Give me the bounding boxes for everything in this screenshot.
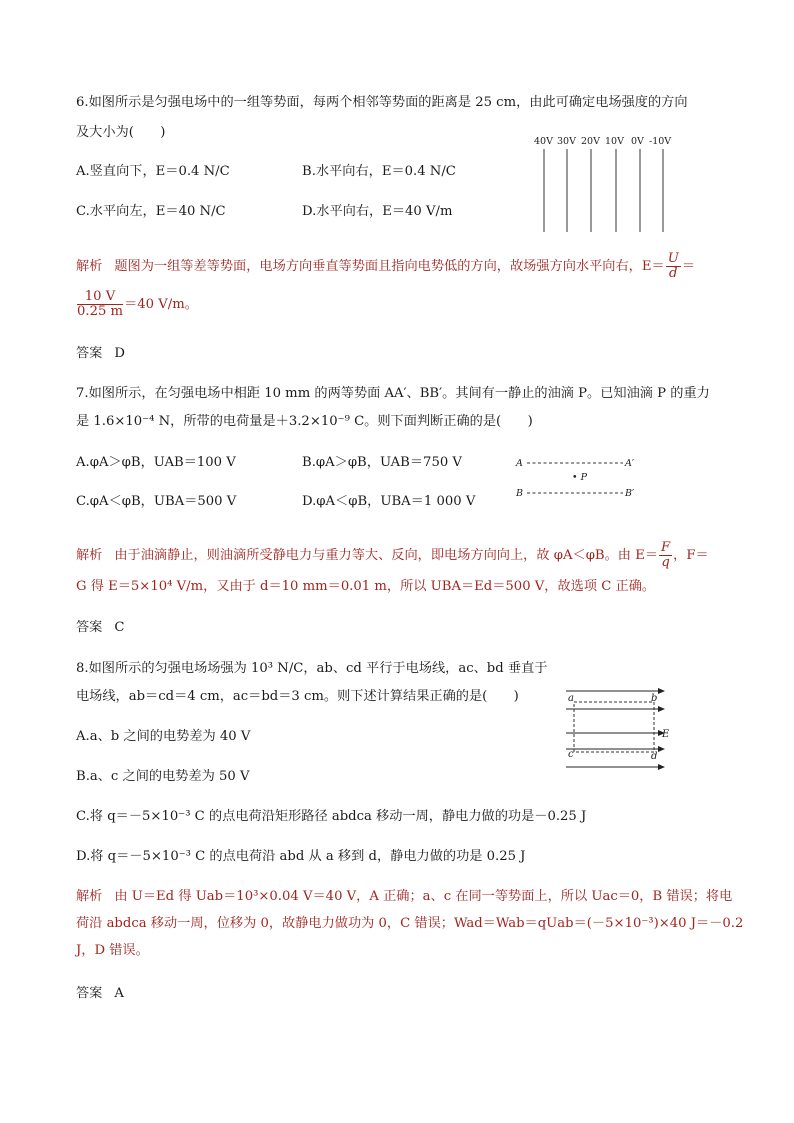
q6-stem-line2: 及大小为( ) (76, 125, 166, 140)
q8-option-b: B.a、c 之间的电势差为 50 V (76, 769, 250, 784)
q6-analysis-label: 解析 (76, 259, 103, 274)
q8-label-a: a (568, 693, 574, 704)
q7-option-b: B.φA＞φB，UAB＝750 V (302, 455, 462, 470)
q6-answer (76, 345, 125, 363)
q7-answer (76, 619, 124, 637)
q6-label-0v: 0V (631, 136, 644, 147)
q6-frac1-tail: ＝ (681, 259, 695, 274)
q6-option-c: C.水平向左，E＝40 N/C (76, 204, 226, 219)
q8-option-a: A.a、b 之间的电势差为 40 V (76, 729, 251, 744)
q6-analysis-text2: ＝40 V/m。 (124, 297, 198, 312)
q6-analysis-line2 (76, 290, 198, 319)
q8-analysis-line1 (76, 888, 732, 906)
q7-stem-line1: 7.如图所示，在匀强电场中相距 10 mm 的两等势面 AA′、BB′。其间有一静止的油滴 P。已知油滴 P 的重力 (76, 386, 710, 401)
q6-option-a: A.竖直向下，E＝0.4 N/C (76, 164, 230, 179)
q6-frac2-num: 10 V (77, 290, 123, 305)
q7-label-p: • P (572, 472, 588, 483)
q7-analysis-text1: 由于油滴静止，则油滴所受静电力与重力等大、反向，即电场方向向上，故 φA＜φB。由 E＝ (114, 548, 659, 563)
q7-analysis-text1b: ，F＝ (673, 548, 709, 563)
q6-frac1-den: d (669, 266, 678, 281)
q8-answer-label: 答案 (76, 986, 103, 1001)
q6-frac2-den: 0.25 m (77, 304, 124, 319)
q7-option-c: C.φA＜φB，UBA＝500 V (76, 494, 237, 509)
q6-label-40v: 40V (534, 136, 553, 147)
q7-answer-label: 答案 (76, 620, 103, 635)
q8-label-d: d (651, 751, 658, 762)
q7-analysis-label: 解析 (76, 548, 103, 563)
q7-frac-num: F (661, 540, 671, 555)
q6-analysis-text1: 题图为一组等差等势面，电场方向垂直等势面且指向电势低的方向，故场强方向水平向右，E＝ (114, 259, 665, 274)
q6-label-30v: 30V (557, 136, 576, 147)
q7-label-a-prime: A′ (625, 458, 635, 469)
q6-option-b: B.水平向右，E＝0.4 N/C (302, 164, 456, 179)
q8-option-d: D.将 q＝－5×10⁻³ C 的点电荷沿 abd 从 a 移到 d，静电力做的功是 0.25 J (76, 849, 526, 864)
q7-label-a: A (516, 458, 523, 469)
q7-label-b-prime: B′ (625, 488, 635, 499)
q8-option-c: C.将 q＝－5×10⁻³ C 的点电荷沿矩形路径 abdca 移动一周，静电力做的功是－0.25 J (76, 809, 587, 824)
q8-label-b: b (651, 693, 658, 704)
q8-analysis-line2: 荷沿 abdca 移动一周，位移为 0，故静电力做功为 0，C 错误；Wad＝Wab＝qUab＝(－5×10⁻³)×40 J＝－0.2 (76, 916, 744, 931)
q8-answer-value: A (114, 986, 124, 1001)
q8-label-c: c (568, 749, 574, 760)
q7-analysis-line1 (76, 541, 709, 570)
q8-answer (76, 985, 124, 1003)
q7-option-a: A.φA＞φB，UAB＝100 V (76, 455, 236, 470)
q7-label-b: B (516, 488, 523, 499)
q6-stem-line1: 6.如图所示是匀强电场中的一组等势面，每两个相邻等势面的距离是 25 cm，由此可确定电场强度的方向 (76, 95, 688, 110)
q7-answer-value: C (114, 620, 125, 635)
q7-option-d: D.φA＜φB，UBA＝1 000 V (302, 494, 476, 509)
q8-analysis-label: 解析 (76, 889, 103, 904)
q7-analysis-line2: G 得 E＝5×10⁴ V/m，又由于 d＝10 mm＝0.01 m，所以 UBA＝Ed＝500 V，故选项 C 正确。 (76, 579, 656, 594)
q8-analysis-text1: 由 U＝Ed 得 Uab＝10³×0.04 V＝40 V，A 正确；a、c 在同一等势面上，所以 Uac＝0，B 错误；将电 (114, 889, 733, 904)
q6-equipotential-figure (530, 132, 690, 236)
q6-answer-label: 答案 (76, 346, 103, 361)
q6-label-20v: 20V (581, 136, 600, 147)
q6-label-neg10v: -10V (649, 136, 672, 147)
q8-stem-line1: 8.如图所示的匀强电场场强为 10³ N/C，ab、cd 平行于电场线，ac、bd 垂直于 (76, 661, 548, 676)
q7-frac-den: q (661, 555, 670, 570)
q6-analysis-line1 (76, 252, 695, 281)
q8-label-e: E (662, 729, 670, 740)
q7-equipotential-figure (512, 452, 644, 502)
q7-stem-line2: 是 1.6×10⁻⁴ N，所带的电荷量是＋3.2×10⁻⁹ C。则下面判断正确的是( ) (76, 414, 533, 429)
q8-field-figure (558, 685, 688, 775)
q6-option-d: D.水平向右，E＝40 V/m (302, 204, 453, 219)
q8-stem-line2: 电场线，ab＝cd＝4 cm，ac＝bd＝3 cm。则下述计算结果正确的是( ) (76, 689, 519, 704)
q6-frac1-num: U (667, 251, 679, 266)
q8-analysis-line3: J，D 错误。 (76, 943, 149, 958)
q6-label-10v: 10V (605, 136, 624, 147)
q6-answer-value: D (114, 346, 125, 361)
